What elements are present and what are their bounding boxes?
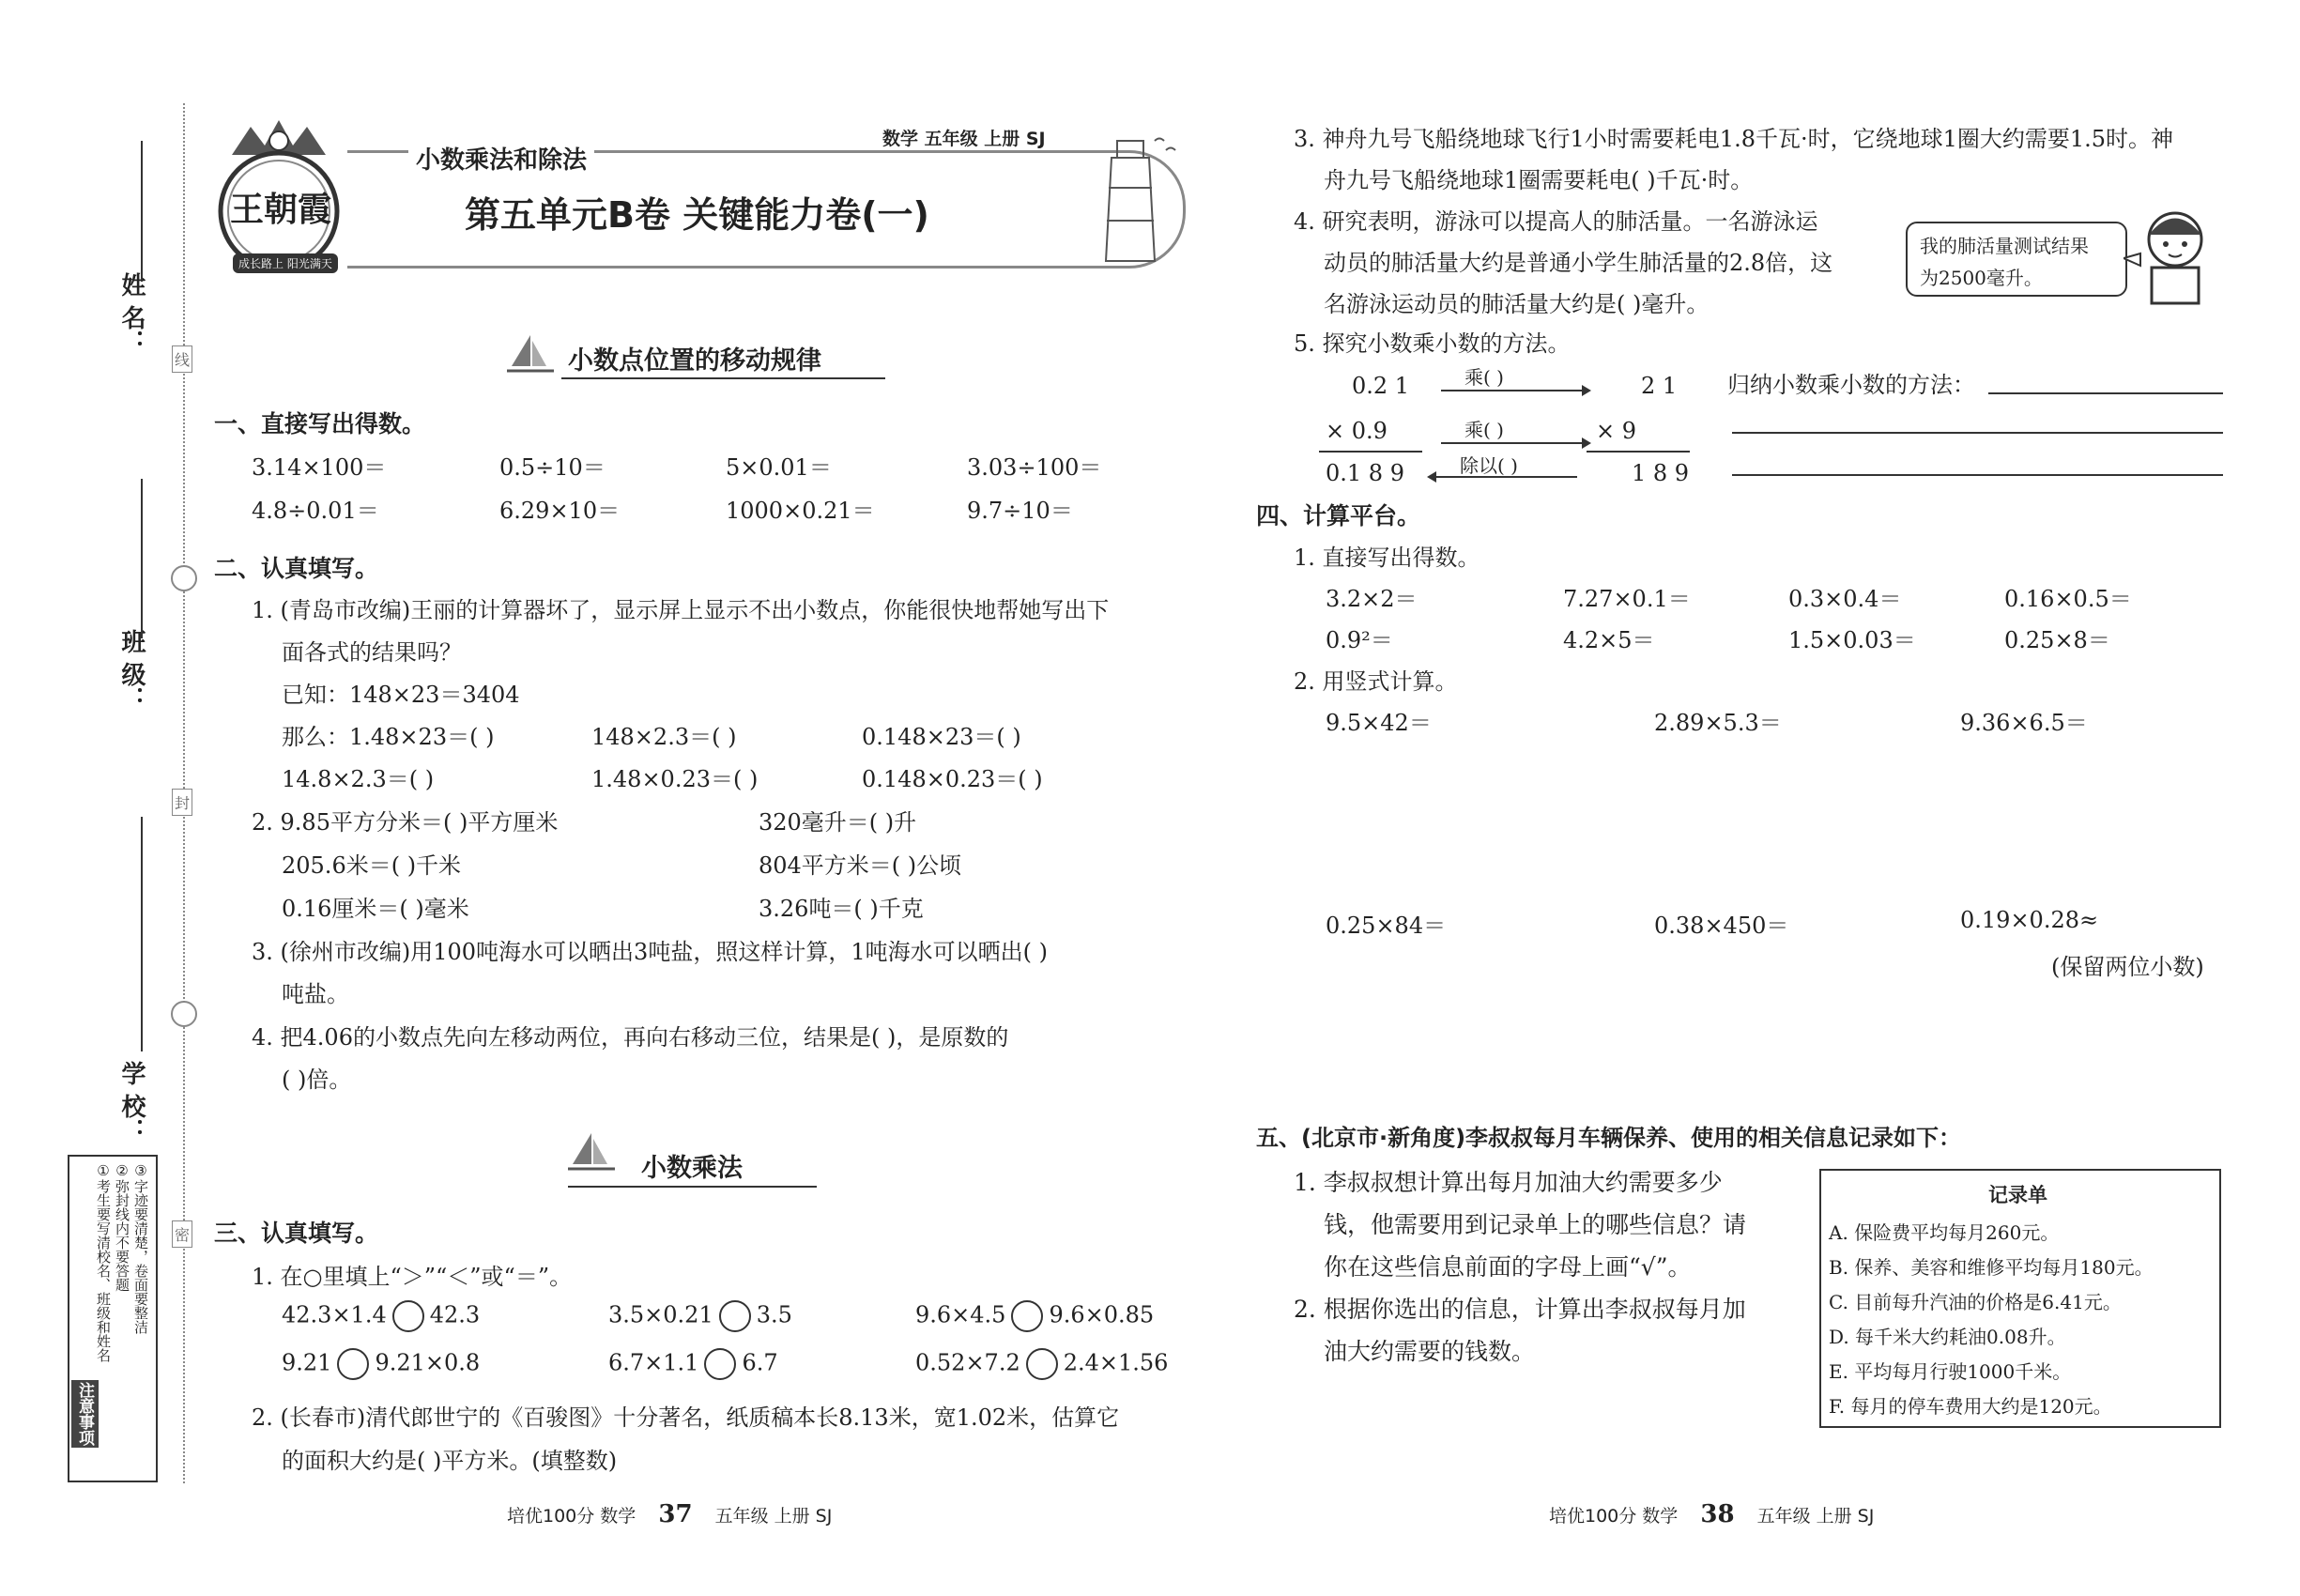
summary-answer-line[interactable] [1732,432,2223,434]
compare-left: 9.21 [282,1349,332,1376]
bubble-text: 为2500毫升。 [1920,267,2043,289]
q5-heading: 五、(北京市·新角度)李叔叔每月车辆保养、使用的相关信息记录如下： [1256,1125,1962,1151]
q2-item3-line: 3. (徐州市改编)用100吨海水可以晒出3吨盐，照这样计算，1吨海水可以晒出( ) [252,939,1048,965]
arrow-label: 乘( ) [1464,419,1504,441]
q2-blank: 148×2.3＝( ) [591,724,737,750]
q2-known: 已知：148×23＝3404 [282,682,520,708]
q3-3-line: 舟九号飞船绕地球1圈需要耗电( )千瓦·时。 [1324,167,1754,193]
compare-circle-input[interactable] [1026,1348,1058,1380]
q4-item: 0.9²＝ [1326,627,1393,653]
name-label: 姓 名： [117,272,146,355]
q4-2: 2. 用竖式计算。 [1294,668,1458,695]
compare-right: 2.4×1.56 [1063,1349,1169,1376]
seal-circle-icon [171,1001,197,1027]
seal-circle-icon [171,565,197,591]
calc-number: 1 8 9 [1632,460,1690,486]
arrow-label: 乘( ) [1464,366,1504,389]
record-item[interactable]: D. 每千米大约耗油0.08升。 [1829,1326,2066,1348]
notice-item: ①考生要写清校名、班级和姓名 [95,1162,112,1362]
q2-unit: 0.16厘米＝( )毫米 [282,896,469,922]
q1-item: 9.7÷10＝ [967,498,1073,524]
footer-suffix: 五年级 上册 SJ [1756,1506,1875,1527]
q3-heading: 三、认真填写。 [214,1220,379,1247]
lighthouse-icon [1080,122,1183,263]
footer-right [1549,1500,1874,1528]
subject-line: 小数乘法和除法 [408,141,594,176]
q4-item: 3.2×2＝ [1326,586,1418,612]
sailboat-icon [568,1131,615,1174]
q4-item: 1.5×0.03＝ [1788,627,1916,653]
q2-unit: 2. 9.85平方分米＝( )平方厘米 [252,809,559,836]
q4-item: 0.25×8＝ [2004,627,2110,653]
name-line [141,141,143,282]
compare-item [608,1348,778,1380]
compare-item [915,1348,1168,1380]
q1-item: 4.8÷0.01＝ [252,498,379,524]
school-label: 学 校： [117,1061,146,1143]
q2-unit: 804平方米＝( )公顷 [759,852,962,879]
q2-item4-line: ( )倍。 [282,1067,352,1093]
calc-rule [1319,451,1422,453]
calc-rule [1587,451,1690,453]
q2-blank: 那么：1.48×23＝( ) [282,724,495,750]
q5-2-line: 油大约需要的钱数。 [1324,1338,1536,1365]
arrow-label: 除以( ) [1460,454,1518,477]
compare-right: 42.3 [429,1301,481,1328]
q4-vertical-calc: 0.25×84＝ [1326,913,1447,939]
q2-blank: 14.8×2.3＝( ) [282,766,435,792]
section-underline [561,377,885,379]
compare-item [608,1300,792,1332]
q2-unit: 320毫升＝( )升 [759,809,917,836]
footer-prefix: 培优100分 数学 [507,1506,636,1527]
compare-left: 6.7×1.1 [608,1349,699,1376]
footer-prefix: 培优100分 数学 [1549,1506,1679,1527]
summary-answer-line[interactable] [1732,474,2223,476]
q4-vertical-calc: 0.38×450＝ [1654,913,1789,939]
record-item[interactable]: F. 每月的停车费用大约是120元。 [1829,1395,2112,1418]
compare-item [282,1300,480,1332]
q1-item: 0.5÷10＝ [499,454,606,481]
compare-left: 42.3×1.4 [282,1301,387,1328]
bubble-text: 我的肺活量测试结果 [1920,235,2089,257]
logo-text: 王朝霞 [230,190,332,229]
q4-item: 4.2×5＝ [1563,627,1655,653]
q3-item1: 1. 在○里填上“＞”“＜”或“＝”。 [252,1264,573,1290]
q1-heading: 一、直接写出得数。 [214,410,426,437]
record-title: 记录单 [1988,1184,2047,1206]
summary-answer-line[interactable] [1988,392,2223,394]
q2-unit: 205.6米＝( )千米 [282,852,462,879]
cut-mark-xian: 线 [172,345,192,373]
q3-3-line: 3. 神舟九号飞船绕地球飞行1小时需要耗电1.8千瓦·时，它绕地球1圈大约需要1.5时。神 [1294,126,2174,152]
q3-item2-line: 的面积大约是( )平方米。(填整数) [282,1448,618,1474]
q3-4-line: 4. 研究表明，游泳可以提高人的肺活量。一名游泳运 [1294,208,1818,235]
q2-item1-line: 1. (青岛市改编)王丽的计算器坏了，显示屏上显示不出小数点，你能很快地帮她写出下 [252,597,1110,623]
q4-item: 7.27×0.1＝ [1563,586,1691,612]
compare-right: 9.21×0.8 [375,1349,481,1376]
q1-item: 1000×0.21＝ [726,498,875,524]
calc-number: × 9 [1596,418,1637,444]
calc-number: 2 1 [1641,373,1678,399]
page-title: 第五单元B卷 关键能力卷(一) [465,194,929,236]
section-underline [568,1186,817,1188]
record-item[interactable]: B. 保养、美容和维修平均每月180元。 [1829,1256,2154,1279]
boy-avatar-icon [2124,202,2217,305]
calc-number: × 0.9 [1326,418,1388,444]
q4-vertical-calc: 0.19×0.28≈ [1960,907,2099,933]
arrow-right-icon [1441,436,1591,451]
header-meta: 数学 五年级 上册 SJ [882,129,1046,149]
notice-item: ③字迹要清楚，卷面要整洁 [132,1162,149,1334]
cut-mark-mi: 密 [172,1220,192,1248]
summary-label: 归纳小数乘小数的方法： [1727,372,1975,398]
compare-right: 9.6×0.85 [1049,1301,1155,1328]
q1-item: 3.03÷100＝ [967,454,1102,481]
page-number: 38 [1700,1500,1735,1528]
q1-item: 6.29×10＝ [499,498,621,524]
cut-mark-feng: 封 [172,789,192,816]
q5-1-line: 钱，他需要用到记录单上的哪些信息？请 [1324,1211,1747,1238]
q4-2-note: (保留两位小数) [2051,954,2204,980]
q2-blank: 1.48×0.23＝( ) [591,766,759,792]
q2-item1-line: 面各式的结果吗？ [282,639,462,666]
arrow-left-icon [1427,469,1577,484]
q2-heading: 二、认真填写。 [214,555,379,582]
record-item[interactable]: C. 目前每升汽油的价格是6.41元。 [1829,1291,2122,1313]
q3-4-line: 动员的肺活量大约是普通小学生肺活量的2.8倍，这 [1324,250,1833,276]
sailboat-icon [507,333,554,376]
section-title: 小数乘法 [641,1154,743,1183]
q4-item: 0.16×0.5＝ [2004,586,2132,612]
q4-vertical-calc: 9.36×6.5＝ [1960,710,2088,736]
q1-item: 3.14×100＝ [252,454,387,481]
compare-left: 9.6×4.5 [915,1301,1006,1328]
compare-right: 3.5 [756,1301,792,1328]
q4-1: 1. 直接写出得数。 [1294,545,1480,571]
compare-item [282,1348,480,1380]
record-item[interactable]: A. 保险费平均每月260元。 [1829,1221,2060,1244]
school-line [141,817,143,1051]
q2-item4-line: 4. 把4.06的小数点先向左移动两位，再向右移动三位，结果是( )，是原数的 [252,1024,1009,1051]
q3-item2-line: 2. (长春市)清代郎世宁的《百骏图》十分著名，纸质稿本长8.13米，宽1.02米，估算它 [252,1404,1120,1431]
compare-left: 0.52×7.2 [915,1349,1020,1376]
compare-circle-input[interactable] [1011,1300,1043,1332]
section-title: 小数点位置的移动规律 [568,346,821,376]
compare-circle-input[interactable] [704,1348,736,1380]
q1-item: 5×0.01＝ [726,454,832,481]
compare-left: 3.5×0.21 [608,1301,713,1328]
calc-number: 0.1 8 9 [1326,460,1404,486]
footer-left [507,1500,832,1528]
q4-vertical-calc: 9.5×42＝ [1326,710,1432,736]
q3-4-line: 名游泳运动员的肺活量大约是( )毫升。 [1324,291,1710,317]
q4-heading: 四、计算平台。 [1256,502,1421,529]
compare-circle-input[interactable] [719,1300,751,1332]
q5-1-line: 1. 李叔叔想计算出每月加油大约需要多少 [1294,1169,1723,1196]
class-label: 班 级： [117,629,146,712]
q2-unit: 3.26吨＝( )千克 [759,896,924,922]
q2-blank: 0.148×0.23＝( ) [862,766,1043,792]
notice-item: ②弥封线内不要答题 [114,1162,130,1292]
q2-item3-line: 吨盐。 [282,981,349,1007]
calc-number: 0.2 1 [1352,373,1410,399]
logo-motto: 成长路上 阳光满天 [233,253,338,273]
compare-circle-input[interactable] [337,1348,369,1380]
record-item[interactable]: E. 平均每月行驶1000千米。 [1829,1360,2072,1383]
class-line [141,479,143,638]
q2-blank: 0.148×23＝( ) [862,724,1021,750]
notice-title: 注意事项 [71,1380,99,1448]
compare-item [915,1300,1154,1332]
q3-5: 5. 探究小数乘小数的方法。 [1294,330,1571,357]
q4-vertical-calc: 2.89×5.3＝ [1654,710,1782,736]
compare-right: 6.7 [742,1349,778,1376]
q5-1-line: 你在这些信息前面的字母上画“√”。 [1324,1253,1692,1281]
q4-item: 0.3×0.4＝ [1788,586,1902,612]
page-number: 37 [658,1500,693,1528]
q5-2-line: 2. 根据你选出的信息，计算出李叔叔每月加 [1294,1296,1746,1323]
footer-suffix: 五年级 上册 SJ [714,1506,833,1527]
compare-circle-input[interactable] [392,1300,424,1332]
arrow-right-icon [1441,383,1591,398]
